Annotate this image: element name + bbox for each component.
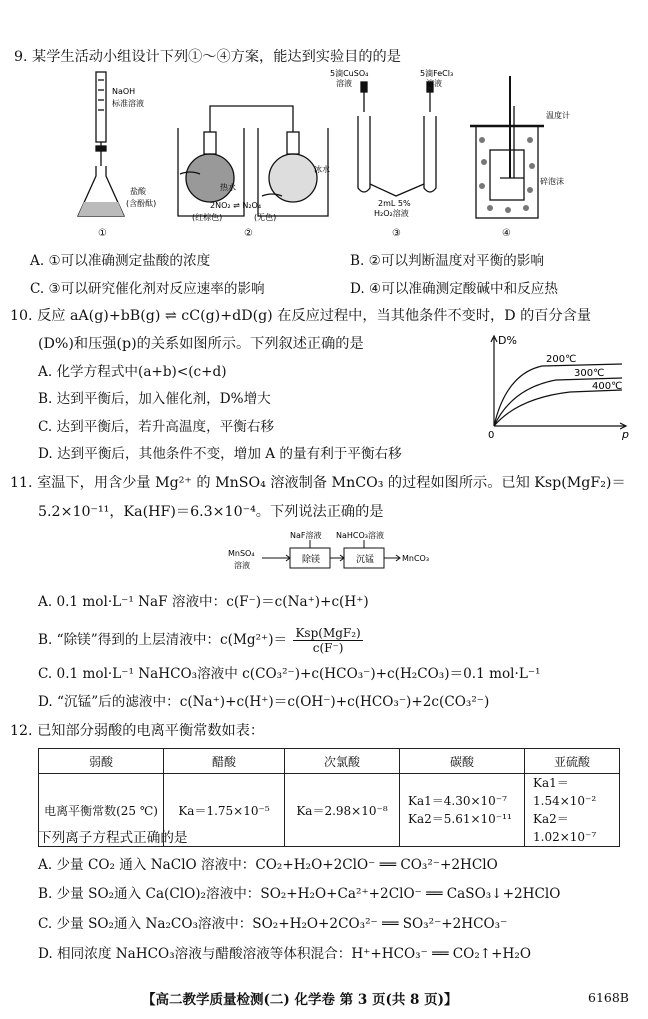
fecl3-label-2: 溶液 <box>426 79 442 88</box>
flow-reagent-2: NaHCO₃溶液 <box>336 531 384 540</box>
q12-stem: 12. 已知部分弱酸的电离平衡常数如表： <box>10 723 265 739</box>
chart-ylabel: D% <box>498 334 517 347</box>
q11-flow-diagram <box>226 530 436 578</box>
flow-reagent-1: NaF溶液 <box>290 531 322 540</box>
naoh-label: NaOH <box>112 87 136 96</box>
table-cell: Ka＝2.98×10⁻⁸ <box>285 774 400 847</box>
q9-option-c: C. ③可以研究催化剂对反应速率的影响 <box>30 281 265 297</box>
q11-stem-line-1: 11. 室温下，用含少量 Mg²⁺ 的 MnSO₄ 溶液制备 MnCO₃ 的过程如图所示。已知 Ksp(MgF₂)＝ <box>10 475 626 491</box>
q10-stem-line-2: (D%)和压强(p)的关系如图所示。下列叙述正确的是 <box>38 336 364 352</box>
series-label-300: 300℃ <box>574 368 605 379</box>
q11-stem-line-2: 5.2×10⁻¹¹，Ka(HF)＝6.3×10⁻⁴。下列说法正确的是 <box>38 504 384 520</box>
chart-xlabel: p <box>622 428 629 441</box>
q12-option-b: B. 少量 SO₂通入 Ca(ClO)₂溶液中：SO₂+H₂O+Ca²⁺+2ClO⁻ ══ CaSO₃↓+2HClO <box>38 886 561 902</box>
q9-option-a: A. ①可以准确测定盐酸的浓度 <box>30 253 211 269</box>
cell-line: Ka2＝1.02×10⁻⁷ <box>533 812 597 844</box>
q9-stem: 9. 某学生活动小组设计下列①～④方案，能达到实验目的的是 <box>14 49 401 65</box>
fig-number-2: ② <box>244 228 253 239</box>
no2-equilibrium-setup <box>178 106 328 216</box>
q11-option-a: A. 0.1 mol·L⁻¹ NaF 溶液中：c(F⁻)＝c(Na⁺)+c(H⁺) <box>38 594 369 610</box>
h2o2-label-2: H₂O₂溶液 <box>374 209 409 218</box>
q12-option-d: D. 相同浓度 NaHCO₃溶液与醋酸溶液等体积混合：H⁺+HCO₃⁻ ══ CO₂↑+H₂O <box>38 946 531 962</box>
q11-option-c: C. 0.1 mol·L⁻¹ NaHCO₃溶液中 c(CO₃²⁻)+c(HCO₃⁻)+c(H₂CO₃)＝0.1 mol·L⁻¹ <box>38 666 541 682</box>
chart-origin: 0 <box>488 430 495 441</box>
flow-step-2: 沉锰 <box>356 555 375 565</box>
page-footer-code: 6168B <box>588 990 629 1005</box>
cell-line: Ka1＝4.30×10⁻⁷ <box>408 794 507 808</box>
fig-number-3: ③ <box>392 228 401 239</box>
cell-line: Ka2＝5.61×10⁻¹¹ <box>408 812 512 826</box>
fraction-denominator: c(F⁻) <box>312 641 344 655</box>
q12-option-a: A. 少量 CO₂ 通入 NaClO 溶液中：CO₂+H₂O+2ClO⁻ ══ CO₃²⁻+2HClO <box>38 857 498 873</box>
cell-line: Ka1＝1.54×10⁻² <box>533 776 597 808</box>
flow-start-label-2: 溶液 <box>234 561 250 570</box>
fig-number-1: ① <box>98 228 107 239</box>
series-line-400 <box>494 390 622 426</box>
calorimeter-setup <box>470 76 544 218</box>
color-label-right: (无色) <box>254 213 277 222</box>
series-label-200: 200℃ <box>546 354 577 365</box>
q10-option-a: A. 化学方程式中(a+b)<(c+d) <box>38 364 227 380</box>
hot-water-label: 热水 <box>220 183 236 192</box>
q11-option-d: D. “沉锰”后的滤液中：c(Na⁺)+c(H⁺)＝c(OH⁻)+c(HCO₃⁻)+2c(CO₃²⁻) <box>38 694 490 710</box>
page-footer-title: 【高二教学质量检测(二) 化学卷 第 3 页(共 8 页)】 <box>142 992 458 1008</box>
q9-apparatus-figure <box>70 66 570 242</box>
table-header: 次氯酸 <box>285 749 400 774</box>
table-header: 弱酸 <box>39 749 164 774</box>
q11-option-b <box>38 626 363 655</box>
q9-option-b: B. ②可以判断温度对平衡的影响 <box>350 253 544 269</box>
q12-option-c: C. 少量 SO₂通入 Na₂CO₃溶液中：SO₂+H₂O+2CO₃²⁻ ══ SO₃²⁻+2HCO₃⁻ <box>38 916 508 932</box>
reaction-label: 2NO₂ ⇌ N₂O₄ <box>210 201 262 210</box>
hcl-label-2: (含酚酞) <box>126 199 157 208</box>
q11-option-b-prefix: B. “除镁”得到的上层清液中：c(Mg²⁺)＝ <box>38 632 288 648</box>
table-cell: 电离平衡常数(25 ℃) <box>39 774 164 847</box>
table-header-row <box>39 749 620 774</box>
fig-number-4: ④ <box>502 228 511 239</box>
hcl-label: 盐酸 <box>130 187 146 196</box>
fecl3-label: 5滴FeCl₃ <box>420 69 454 78</box>
naoh-label-2: 标准溶液 <box>112 99 144 108</box>
q12-prompt: 下列离子方程式正确的是 <box>38 830 188 846</box>
ice-water-label: 冰水 <box>314 165 330 174</box>
series-label-400: 400℃ <box>592 381 623 392</box>
color-label-left: (红棕色) <box>192 213 223 222</box>
cuso4-label: 5滴CuSO₄ <box>330 69 369 78</box>
q11-option-b-fraction <box>293 626 362 655</box>
q10-option-d: D. 达到平衡后，其他条件不变，增加 A 的量有利于平衡右移 <box>38 446 402 462</box>
cuso4-label-2: 溶液 <box>336 79 352 88</box>
h2o2-label: 2mL 5% <box>378 199 411 208</box>
flow-start-label: MnSO₄ <box>228 549 255 558</box>
catalyst-test-tubes <box>358 82 436 196</box>
q10-option-c: C. 达到平衡后，若升高温度，平衡右移 <box>38 419 275 435</box>
table-cell: Ka＝1.75×10⁻⁵ <box>164 774 285 847</box>
q9-option-d: D. ④可以准确测定酸碱中和反应热 <box>350 281 558 297</box>
table-cell <box>525 774 620 847</box>
flow-step-1: 除镁 <box>302 555 321 565</box>
table-cell <box>400 774 525 847</box>
flow-end-label: MnCO₃ <box>402 554 430 563</box>
table-header: 醋酸 <box>164 749 285 774</box>
thermometer-label: 温度计 <box>546 111 570 120</box>
q10-option-b: B. 达到平衡后，加入催化剂，D%增大 <box>38 391 271 407</box>
fraction-numerator: Ksp(MgF₂) <box>295 626 361 640</box>
foam-label: 碎泡沫 <box>540 177 564 186</box>
q10-chart <box>484 330 634 442</box>
table-header: 亚硫酸 <box>525 749 620 774</box>
q10-stem-line-1: 10. 反应 aA(g)+bB(g) ⇌ cC(g)+dD(g) 在反应过程中，当其他条件不变时，D 的百分含量 <box>10 308 592 324</box>
table-header: 碳酸 <box>400 749 525 774</box>
